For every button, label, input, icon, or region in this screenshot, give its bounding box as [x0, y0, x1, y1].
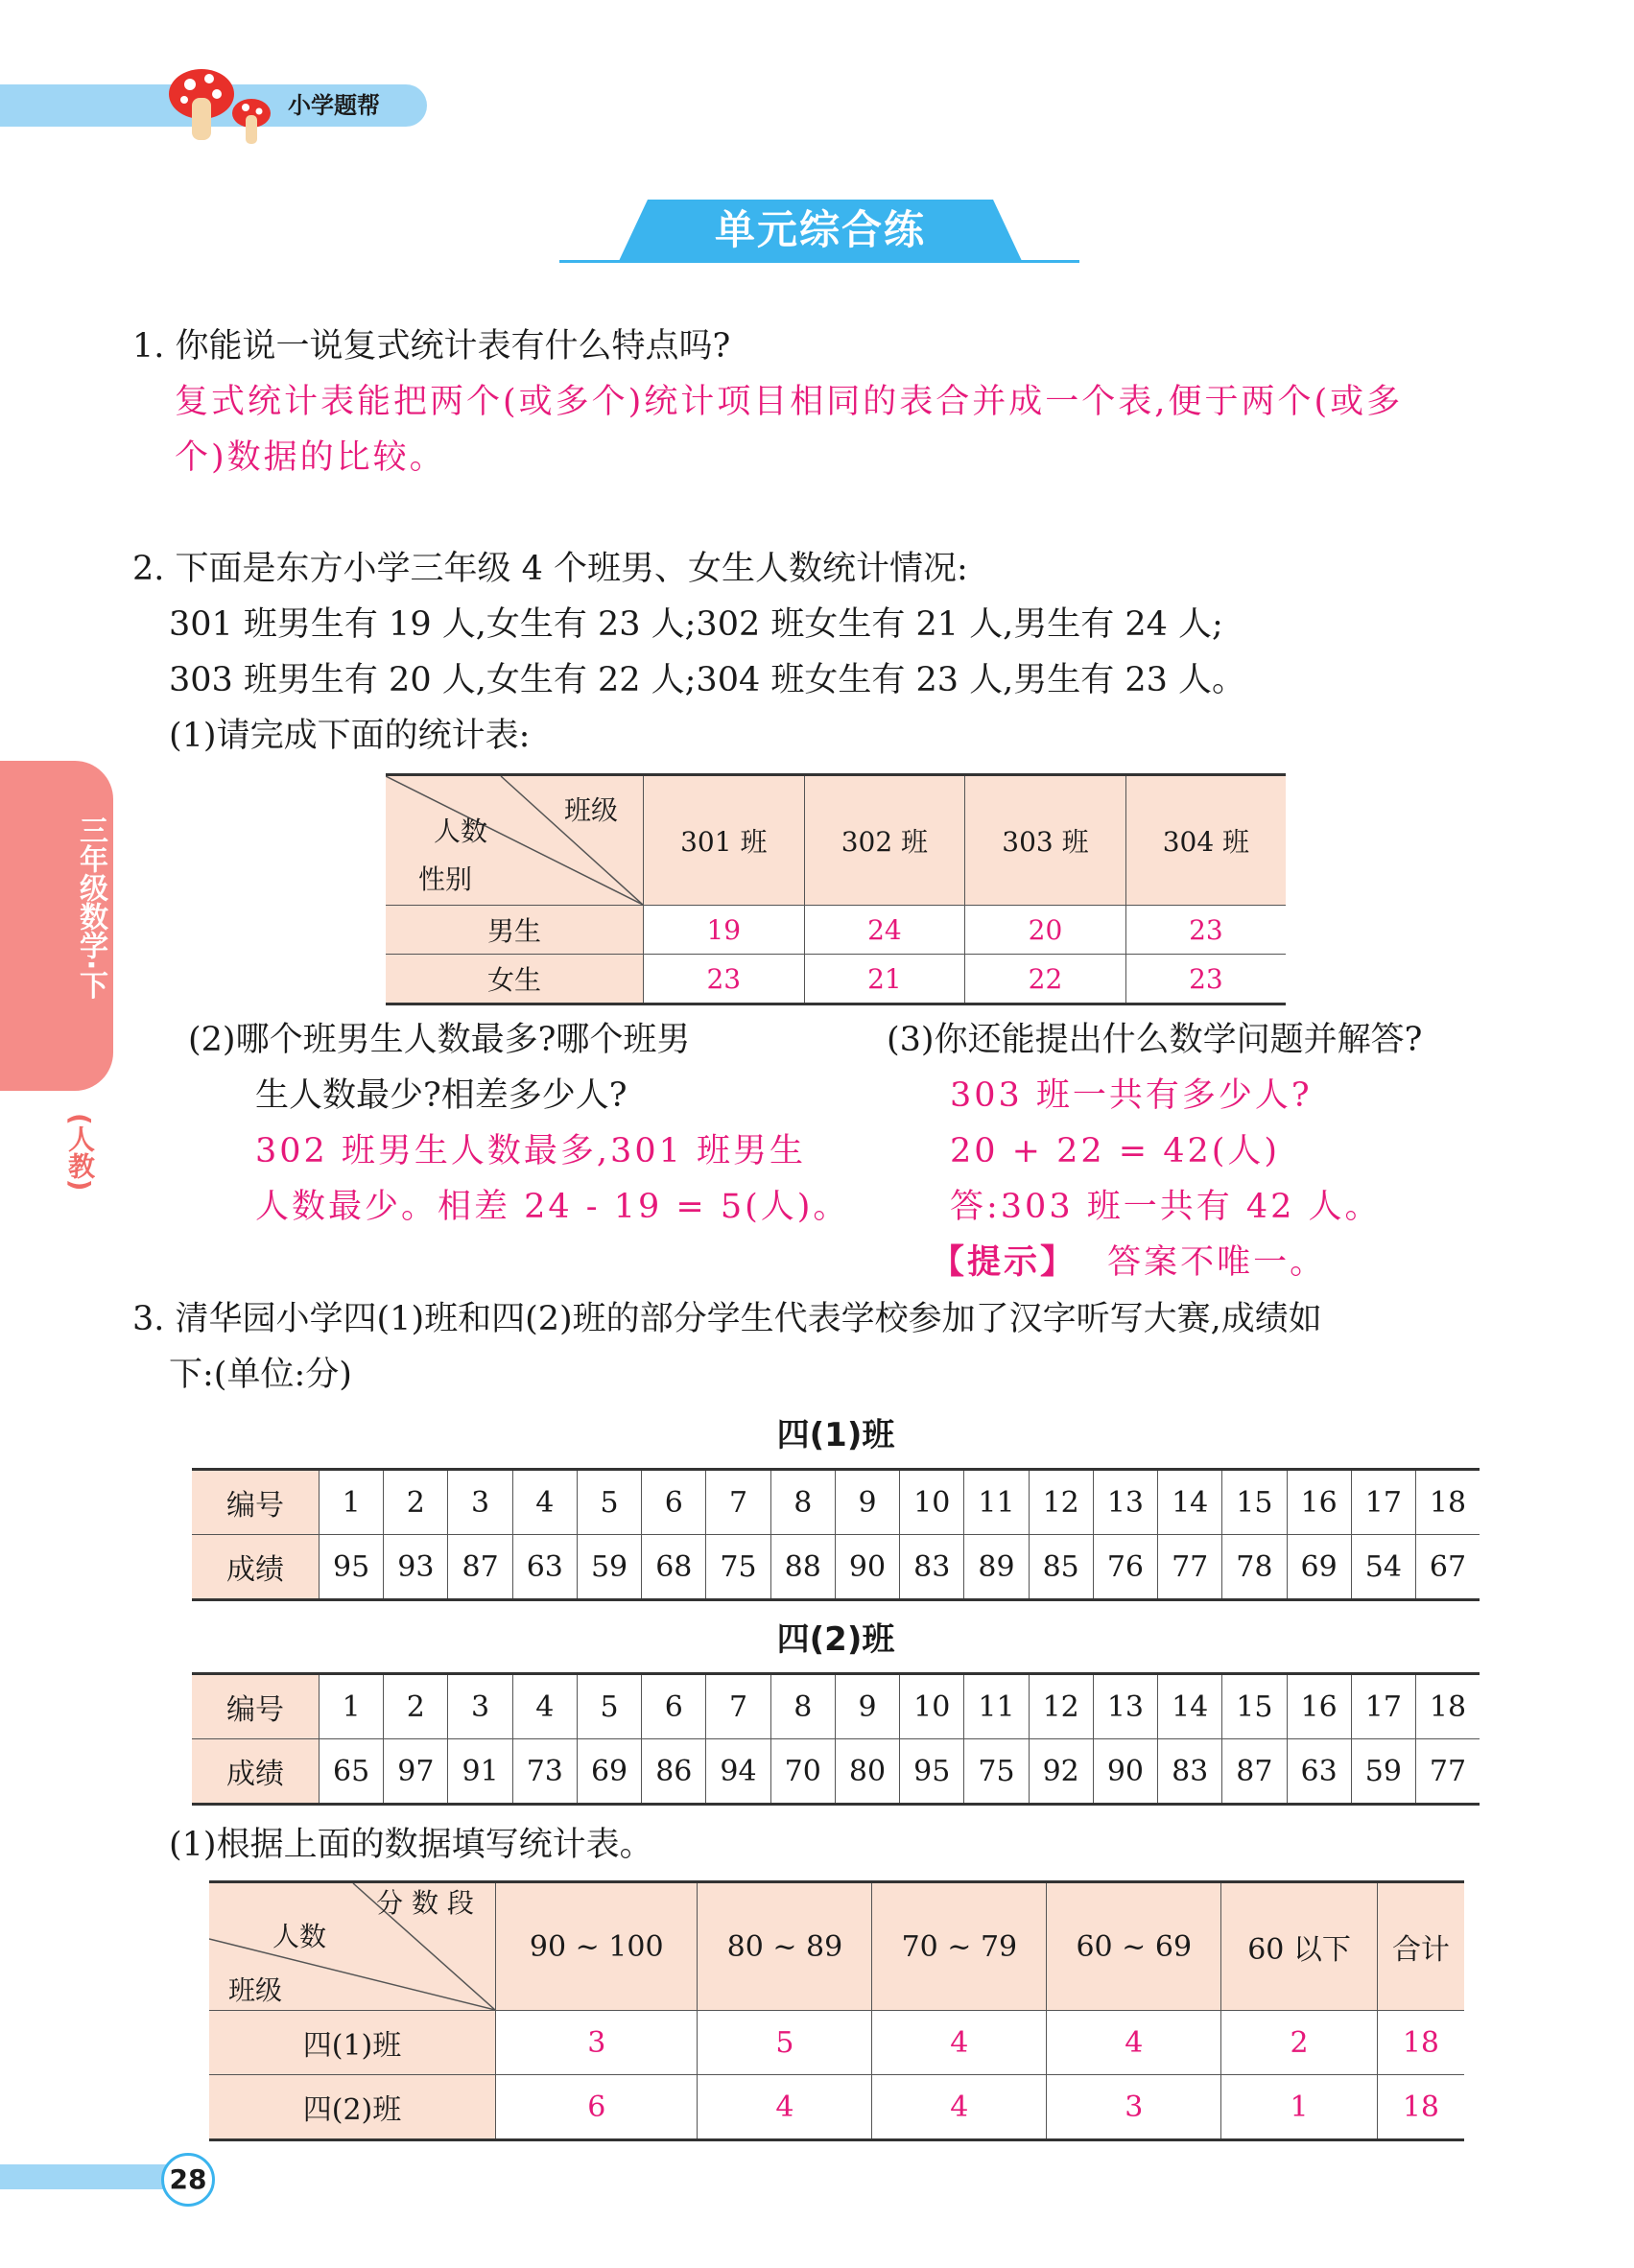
footer-band [0, 2164, 182, 2189]
answer-cell: 4 [872, 2075, 1047, 2140]
q2-sub3-answer3: 答:303 班一共有 42 人。 [950, 1188, 1382, 1226]
table-cell: 5 [577, 1674, 641, 1739]
table-cell: 17 [1351, 1470, 1415, 1535]
table-row [209, 2011, 1464, 2075]
class1-score-table [192, 1468, 1480, 1601]
table-cell: 89 [964, 1535, 1029, 1600]
table-cell: 18 [1415, 1674, 1480, 1739]
row-label: 四(2)班 [209, 2075, 496, 2140]
row-label: 编号 [192, 1674, 320, 1739]
corner-mid-label: 人数 [434, 815, 488, 847]
q1-answer-line1: 复式统计表能把两个(或多个)统计项目相同的表合并成一个表,便于两个(或多 [175, 383, 1404, 421]
side-tab-grade: 三年级数学·下 [74, 815, 107, 1000]
row-label: 编号 [192, 1470, 320, 1535]
page-number: 28 [161, 2153, 215, 2207]
q2-sub3-answer1: 303 班一共有多少人? [950, 1076, 1313, 1115]
answer-cell: 19 [644, 906, 805, 955]
table-cell: 73 [512, 1739, 577, 1805]
table-row [386, 906, 1286, 955]
q2-line2: 303 班男生有 20 人,女生有 22 人;304 班女生有 23 人,男生有 23 人。 [169, 661, 1246, 699]
table-cell: 85 [1029, 1535, 1093, 1600]
answer-cell: 4 [872, 2011, 1047, 2075]
table-cell: 91 [448, 1739, 512, 1805]
table-cell: 67 [1415, 1535, 1480, 1600]
table-column-header: 304 班 [1125, 775, 1286, 906]
table-column-header: 70 ~ 79 [872, 1882, 1047, 2011]
table-cell: 76 [1093, 1535, 1157, 1600]
table-cell: 12 [1029, 1674, 1093, 1739]
answer-cell: 3 [496, 2011, 698, 2075]
table-cell: 94 [706, 1739, 770, 1805]
header-title: 小学题帮 [288, 92, 380, 119]
table-cell: 78 [1222, 1535, 1287, 1600]
corner-mid-label: 人数 [272, 1921, 327, 1952]
section-title: 单元综合练 [714, 206, 926, 253]
table-cell: 87 [448, 1535, 512, 1600]
table-cell: 10 [900, 1674, 964, 1739]
table-cell: 83 [1158, 1739, 1222, 1805]
q1-answer-line2: 个)数据的比较。 [175, 438, 446, 477]
answer-cell: 4 [698, 2075, 872, 2140]
table-cell: 8 [770, 1470, 835, 1535]
q2-sub2-line1: (2)哪个班男生人数最多?哪个班男 [188, 1021, 691, 1059]
table-cell: 17 [1351, 1674, 1415, 1739]
table-cell: 86 [642, 1739, 706, 1805]
table-cell: 75 [964, 1739, 1029, 1805]
table-corner [386, 775, 644, 906]
answer-cell: 18 [1377, 2075, 1464, 2140]
table-corner [209, 1882, 496, 2011]
table-cell: 4 [512, 1674, 577, 1739]
table-cell: 90 [835, 1535, 899, 1600]
table-cell: 5 [577, 1470, 641, 1535]
table-cell: 70 [770, 1739, 835, 1805]
table-cell: 11 [964, 1674, 1029, 1739]
table-row [209, 2075, 1464, 2140]
hint-label: 【提示】 [931, 1243, 1077, 1282]
q2-line1: 301 班男生有 19 人,女生有 23 人;302 班女生有 21 人,男生有 24 人; [169, 605, 1223, 644]
mushroom-icon [163, 56, 278, 152]
class2-table-title: 四(2)班 [776, 1620, 895, 1659]
table-cell: 3 [448, 1674, 512, 1739]
table-cell: 13 [1093, 1674, 1157, 1739]
table-cell: 4 [512, 1470, 577, 1535]
table-cell: 83 [900, 1535, 964, 1600]
table-column-header: 301 班 [644, 775, 805, 906]
side-tab-edition: (人教) [64, 1113, 96, 1192]
answer-cell: 4 [1047, 2011, 1221, 2075]
table-cell: 97 [384, 1739, 448, 1805]
corner-top-label: 班级 [564, 794, 619, 826]
table-cell: 92 [1029, 1739, 1093, 1805]
table-row [192, 1739, 1480, 1805]
table-cell: 2 [384, 1470, 448, 1535]
table-cell: 16 [1287, 1674, 1351, 1739]
table-cell: 15 [1222, 1674, 1287, 1739]
table-cell: 90 [1093, 1739, 1157, 1805]
table-column-header: 60 以下 [1221, 1882, 1378, 2011]
q3-sub1: (1)根据上面的数据填写统计表。 [169, 1826, 653, 1864]
answer-cell: 18 [1377, 2011, 1464, 2075]
q3-question-line1: 3. 清华园小学四(1)班和四(2)班的部分学生代表学校参加了汉字听写大赛,成绩如 [132, 1300, 1322, 1338]
table-cell: 13 [1093, 1470, 1157, 1535]
answer-cell: 21 [804, 955, 965, 1004]
table-cell: 63 [512, 1535, 577, 1600]
answer-cell: 2 [1221, 2011, 1378, 2075]
table-cell: 69 [1287, 1535, 1351, 1600]
q2-sub2-answer2: 人数最少。相差 24 - 19 = 5(人)。 [255, 1188, 850, 1226]
table-column-header: 合计 [1377, 1882, 1464, 2011]
table-cell: 18 [1415, 1470, 1480, 1535]
table-cell: 59 [577, 1535, 641, 1600]
q3-summary-table [209, 1880, 1464, 2141]
table-cell: 59 [1351, 1739, 1415, 1805]
table-row [192, 1535, 1480, 1600]
table-row [192, 1470, 1480, 1535]
table-cell: 16 [1287, 1470, 1351, 1535]
answer-cell: 1 [1221, 2075, 1378, 2140]
table-column-header: 80 ~ 89 [698, 1882, 872, 2011]
table-cell: 93 [384, 1535, 448, 1600]
answer-cell: 6 [496, 2075, 698, 2140]
table-cell: 8 [770, 1674, 835, 1739]
q2-hint [931, 1235, 1326, 1290]
table-cell: 9 [835, 1674, 899, 1739]
table-cell: 6 [642, 1674, 706, 1739]
table-cell: 7 [706, 1470, 770, 1535]
table-cell: 75 [706, 1535, 770, 1600]
answer-cell: 24 [804, 906, 965, 955]
table-cell: 3 [448, 1470, 512, 1535]
table-cell: 80 [835, 1739, 899, 1805]
answer-cell: 23 [1125, 955, 1286, 1004]
table-cell: 87 [1222, 1739, 1287, 1805]
table-cell: 65 [320, 1739, 384, 1805]
table-cell: 77 [1158, 1535, 1222, 1600]
q2-sub2-line2: 生人数最少?相差多少人? [255, 1076, 628, 1115]
answer-cell: 3 [1047, 2075, 1221, 2140]
row-label: 男生 [386, 906, 644, 955]
table-cell: 15 [1222, 1470, 1287, 1535]
corner-bottom-label: 性别 [418, 863, 473, 895]
table-cell: 54 [1351, 1535, 1415, 1600]
table-cell: 10 [900, 1470, 964, 1535]
class2-score-table [192, 1672, 1480, 1806]
table-cell: 68 [642, 1535, 706, 1600]
q1-question: 1. 你能说一说复式统计表有什么特点吗? [132, 327, 731, 366]
answer-cell: 5 [698, 2011, 872, 2075]
table-cell: 9 [835, 1470, 899, 1535]
table-cell: 1 [320, 1674, 384, 1739]
table-cell: 11 [964, 1470, 1029, 1535]
answer-cell: 23 [1125, 906, 1286, 955]
q2-sub2-answer1: 302 班男生人数最多,301 班男生 [255, 1132, 806, 1170]
corner-top-label: 分 数 段 [376, 1887, 474, 1919]
q3-question-line2: 下:(单位:分) [169, 1356, 352, 1394]
q2-question: 2. 下面是东方小学三年级 4 个班男、女生人数统计情况: [132, 550, 968, 588]
table-cell: 12 [1029, 1470, 1093, 1535]
table-column-header: 303 班 [965, 775, 1126, 906]
table-column-header: 302 班 [804, 775, 965, 906]
table-cell: 77 [1415, 1739, 1480, 1805]
table-cell: 1 [320, 1470, 384, 1535]
class1-table-title: 四(1)班 [776, 1416, 895, 1454]
table-cell: 88 [770, 1535, 835, 1600]
table-cell: 14 [1158, 1470, 1222, 1535]
row-label: 四(1)班 [209, 2011, 496, 2075]
table-cell: 14 [1158, 1674, 1222, 1739]
table-cell: 95 [320, 1535, 384, 1600]
table-row [386, 955, 1286, 1004]
q2-gender-table [386, 773, 1286, 1005]
row-label: 女生 [386, 955, 644, 1004]
table-cell: 7 [706, 1674, 770, 1739]
table-cell: 69 [577, 1739, 641, 1805]
q2-sub3-line1: (3)你还能提出什么数学问题并解答? [887, 1021, 1423, 1059]
hint-text: 答案不唯一。 [1107, 1243, 1327, 1282]
table-cell: 2 [384, 1674, 448, 1739]
table-cell: 63 [1287, 1739, 1351, 1805]
table-row [192, 1674, 1480, 1739]
q2-sub1: (1)请完成下面的统计表: [169, 717, 531, 755]
row-label: 成绩 [192, 1739, 320, 1805]
answer-cell: 20 [965, 906, 1126, 955]
table-cell: 6 [642, 1470, 706, 1535]
q2-sub3-answer2: 20 + 22 = 42(人) [950, 1132, 1281, 1170]
table-column-header: 60 ~ 69 [1047, 1882, 1221, 2011]
table-column-header: 90 ~ 100 [496, 1882, 698, 2011]
corner-bottom-label: 班级 [228, 1974, 283, 2006]
table-cell: 95 [900, 1739, 964, 1805]
answer-cell: 23 [644, 955, 805, 1004]
answer-cell: 22 [965, 955, 1126, 1004]
row-label: 成绩 [192, 1535, 320, 1600]
